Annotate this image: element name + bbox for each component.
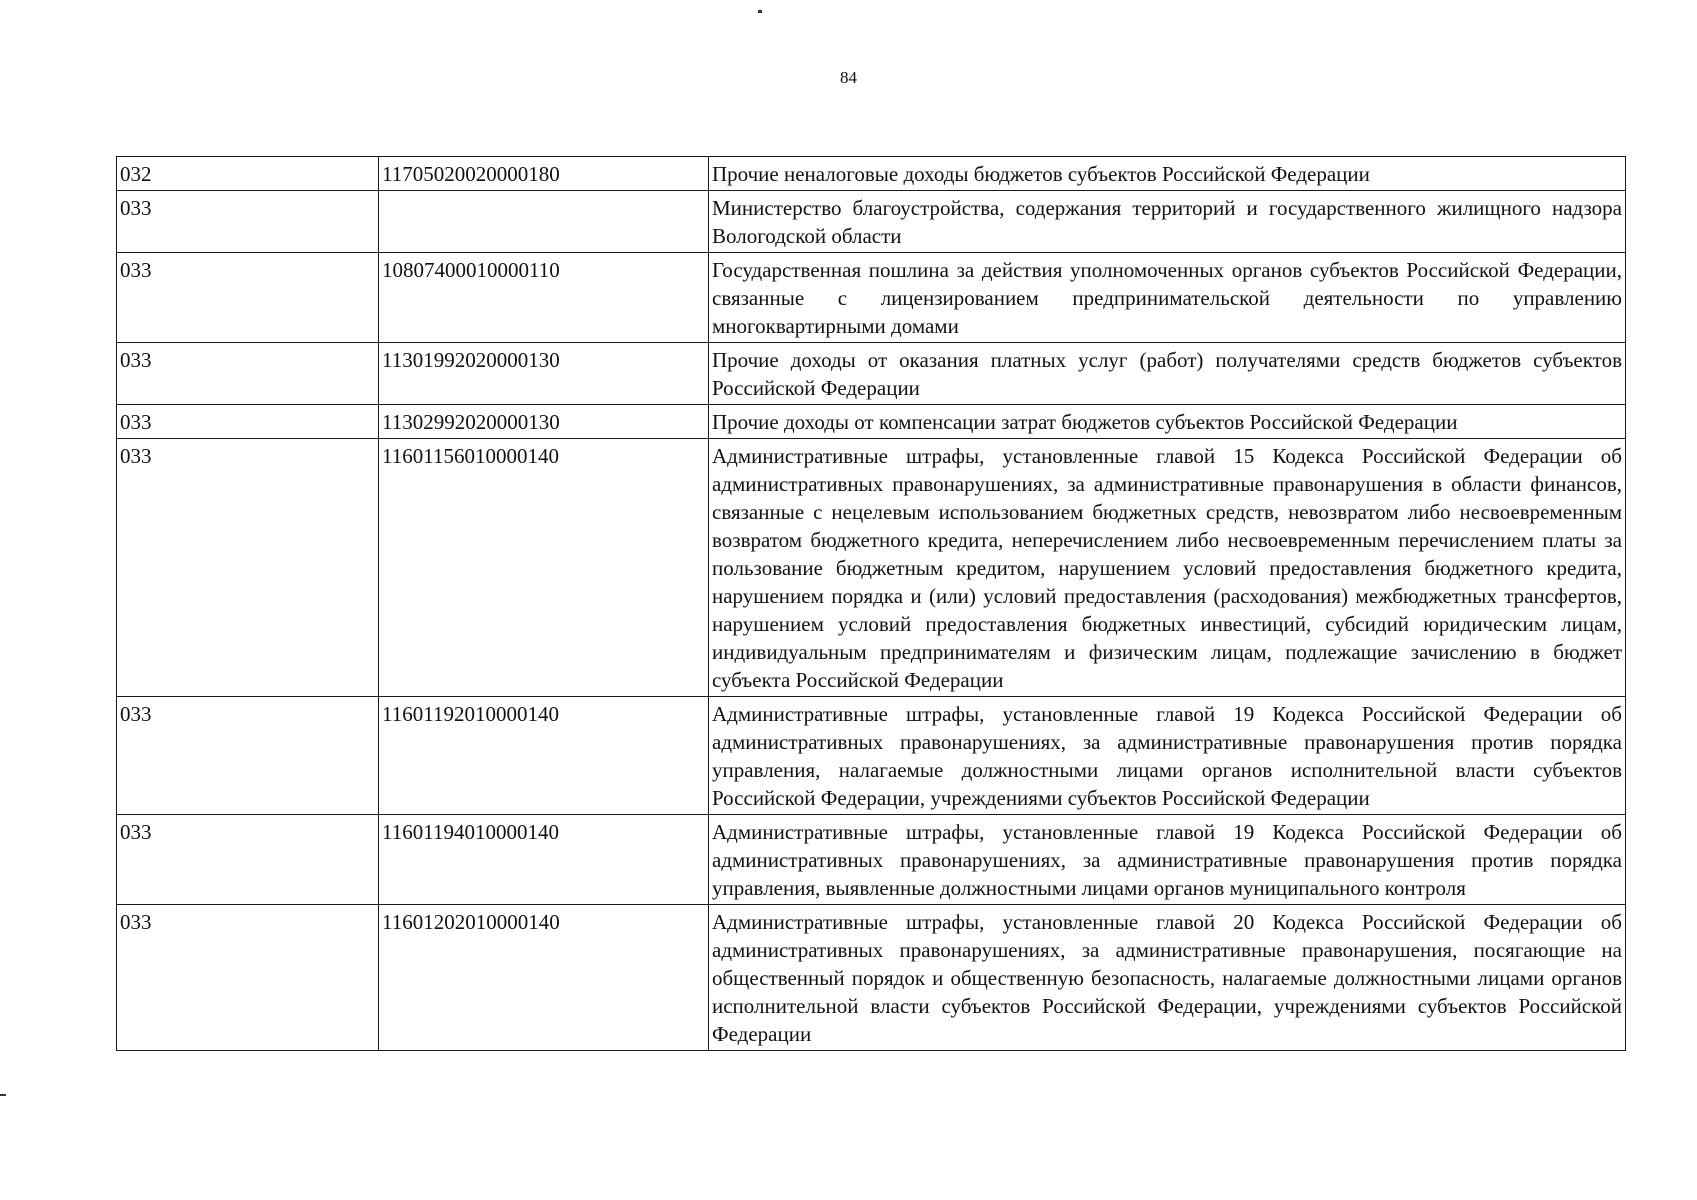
table-row [117,815,1626,905]
revenue-code-cell: 11601156010000140 [379,439,709,697]
table-row [117,343,1626,405]
admin-code-cell: 032 [117,157,379,191]
admin-code-cell: 033 [117,905,379,1051]
revenue-name-cell: Административные штрафы, установленные главой 20 Кодекса Российской Федерации об административных правонарушениях, за административные правонарушения, посягающие на общественный порядок и общественную безопасность, налагаемые должностными лицами органов исполнительной власти субъектов Российской Федерации, учреждениями субъектов Российской Федерации [709,905,1626,1051]
revenue-codes-table [116,156,1626,1051]
admin-code-cell: 033 [117,191,379,253]
revenue-code-cell: 11302992020000130 [379,405,709,439]
scan-artifact-top [758,10,762,13]
table-row [117,405,1626,439]
table-row [117,253,1626,343]
table-row [117,905,1626,1051]
admin-code-cell: 033 [117,405,379,439]
table-row [117,697,1626,815]
revenue-code-cell: 11601194010000140 [379,815,709,905]
revenue-name-cell: Прочие неналоговые доходы бюджетов субъектов Российской Федерации [709,157,1626,191]
page-number: 84 [840,68,857,87]
admin-code-cell: 033 [117,253,379,343]
revenue-name-cell: Административные штрафы, установленные главой 19 Кодекса Российской Федерации об административных правонарушениях, за административные правонарушения против порядка управления, выявленные должностными лицами органов муниципального контроля [709,815,1626,905]
revenue-name-cell: Прочие доходы от компенсации затрат бюджетов субъектов Российской Федерации [709,405,1626,439]
revenue-name-cell: Министерство благоустройства, содержания территорий и государственного жилищного надзора Вологодской области [709,191,1626,253]
revenue-name-cell: Административные штрафы, установленные главой 19 Кодекса Российской Федерации об административных правонарушениях, за административные правонарушения против порядка управления, налагаемые должностными лицами органов исполнительной власти субъектов Российской Федерации, учреждениями субъектов Российской Федерации [709,697,1626,815]
revenue-code-cell: 11601192010000140 [379,697,709,815]
revenue-name-cell: Государственная пошлина за действия уполномоченных органов субъектов Российской Федерации, связанные с лицензированием предпринимательской деятельности по управлению многоквартирными домами [709,253,1626,343]
admin-code-cell: 033 [117,343,379,405]
revenue-code-cell: 11601202010000140 [379,905,709,1051]
admin-code-cell: 033 [117,697,379,815]
table-row [117,439,1626,697]
scan-artifact-left [0,1094,6,1096]
revenue-name-cell: Административные штрафы, установленные главой 15 Кодекса Российской Федерации об административных правонарушениях, за административные правонарушения в области финансов, связанные с нецелевым использованием бюджетных средств, невозвратом либо несвоевременным возвратом бюджетного кредита, неперечислением либо несвоевременным перечислением платы за пользование бюджетным кредитом, нарушением условий предоставления бюджетного кредита, нарушением порядка и (или) условий предоставления (расходования) межбюджетных трансфертов, нарушением условий предоставления бюджетных инвестиций, субсидий юридическим лицам, индивидуальным предпринимателям и физическим лицам, подлежащие зачислению в бюджет субъекта Российской Федерации [709,439,1626,697]
revenue-code-cell: 11705020020000180 [379,157,709,191]
table-row [117,157,1626,191]
revenue-name-cell: Прочие доходы от оказания платных услуг (работ) получателями средств бюджетов субъектов Российской Федерации [709,343,1626,405]
revenue-code-cell [379,191,709,253]
admin-code-cell: 033 [117,815,379,905]
revenue-code-cell: 11301992020000130 [379,343,709,405]
table-row [117,191,1626,253]
admin-code-cell: 033 [117,439,379,697]
revenue-code-cell: 10807400010000110 [379,253,709,343]
